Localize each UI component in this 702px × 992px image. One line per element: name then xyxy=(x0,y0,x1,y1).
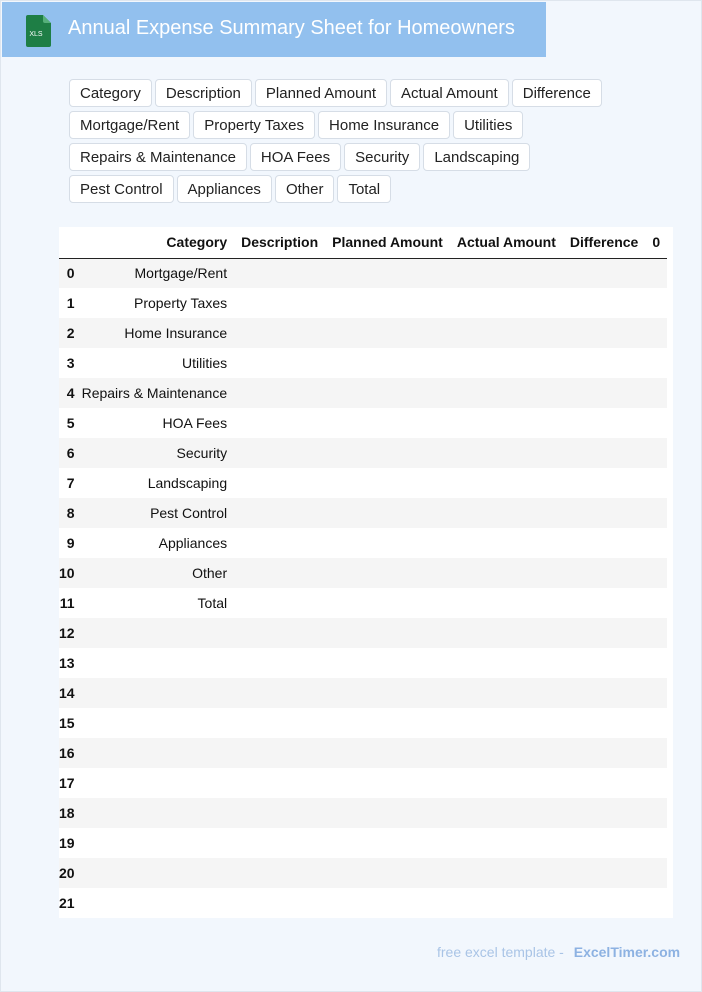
empty-cell xyxy=(325,618,450,648)
empty-cell xyxy=(645,678,667,708)
category-cell: Repairs & Maintenance xyxy=(75,378,235,408)
empty-cell xyxy=(645,468,667,498)
empty-cell xyxy=(325,678,450,708)
empty-cell xyxy=(645,648,667,678)
column-tag[interactable]: Planned Amount xyxy=(255,79,387,107)
category-cell: Other xyxy=(75,558,235,588)
table-row xyxy=(59,618,667,648)
empty-cell xyxy=(234,768,325,798)
column-tag[interactable]: Property Taxes xyxy=(193,111,315,139)
column-tag[interactable]: Home Insurance xyxy=(318,111,450,139)
empty-cell xyxy=(563,258,645,288)
data-table xyxy=(59,227,667,918)
empty-cell xyxy=(450,708,563,738)
column-tag[interactable]: Landscaping xyxy=(423,143,530,171)
table-row xyxy=(59,678,667,708)
row-index: 20 xyxy=(59,858,75,888)
column-tag[interactable]: Actual Amount xyxy=(390,79,509,107)
category-cell xyxy=(75,678,235,708)
empty-cell xyxy=(563,618,645,648)
empty-cell xyxy=(234,468,325,498)
empty-cell xyxy=(645,438,667,468)
table-body xyxy=(59,258,667,918)
category-cell xyxy=(75,738,235,768)
column-tag[interactable]: Appliances xyxy=(177,175,272,203)
empty-cell xyxy=(325,858,450,888)
category-cell xyxy=(75,798,235,828)
index-header-cell xyxy=(59,227,75,258)
table-row xyxy=(59,468,667,498)
empty-cell xyxy=(563,768,645,798)
empty-cell xyxy=(563,648,645,678)
category-cell: Appliances xyxy=(75,528,235,558)
empty-cell xyxy=(450,318,563,348)
empty-cell xyxy=(645,768,667,798)
empty-cell xyxy=(325,738,450,768)
column-header: Description xyxy=(234,227,325,258)
empty-cell xyxy=(325,498,450,528)
column-header: Actual Amount xyxy=(450,227,563,258)
empty-cell xyxy=(645,708,667,738)
row-index: 8 xyxy=(59,498,75,528)
column-header: 0 xyxy=(645,227,667,258)
table-row xyxy=(59,708,667,738)
empty-cell xyxy=(450,558,563,588)
row-index: 11 xyxy=(59,588,75,618)
row-index: 15 xyxy=(59,708,75,738)
empty-cell xyxy=(645,588,667,618)
column-header: Planned Amount xyxy=(325,227,450,258)
empty-cell xyxy=(234,258,325,288)
empty-cell xyxy=(450,588,563,618)
footer-brand-link[interactable]: ExcelTimer.com xyxy=(573,944,681,960)
row-index: 5 xyxy=(59,408,75,438)
empty-cell xyxy=(450,258,563,288)
table-header-row xyxy=(59,227,667,258)
row-index: 13 xyxy=(59,648,75,678)
table-row xyxy=(59,798,667,828)
table-row xyxy=(59,438,667,468)
empty-cell xyxy=(450,768,563,798)
table-row xyxy=(59,768,667,798)
empty-cell xyxy=(234,708,325,738)
table-row xyxy=(59,888,667,918)
row-index: 18 xyxy=(59,798,75,828)
empty-cell xyxy=(234,378,325,408)
empty-cell xyxy=(234,348,325,378)
empty-cell xyxy=(234,588,325,618)
table-row xyxy=(59,828,667,858)
empty-cell xyxy=(645,348,667,378)
empty-cell xyxy=(450,378,563,408)
empty-cell xyxy=(450,498,563,528)
column-tag[interactable]: Category xyxy=(69,79,152,107)
column-tag[interactable]: Security xyxy=(344,143,420,171)
table-row xyxy=(59,258,667,288)
empty-cell xyxy=(325,588,450,618)
empty-cell xyxy=(234,438,325,468)
empty-cell xyxy=(645,318,667,348)
empty-cell xyxy=(645,798,667,828)
category-cell: Mortgage/Rent xyxy=(75,258,235,288)
empty-cell xyxy=(234,678,325,708)
empty-cell xyxy=(325,378,450,408)
empty-cell xyxy=(234,288,325,318)
empty-cell xyxy=(325,798,450,828)
empty-cell xyxy=(563,558,645,588)
empty-cell xyxy=(234,318,325,348)
row-index: 6 xyxy=(59,438,75,468)
excel-file-icon xyxy=(23,15,53,47)
column-tag[interactable]: Repairs & Maintenance xyxy=(69,143,247,171)
table-row xyxy=(59,348,667,378)
column-tag[interactable]: Utilities xyxy=(453,111,523,139)
row-index: 14 xyxy=(59,678,75,708)
empty-cell xyxy=(563,888,645,918)
empty-cell xyxy=(563,798,645,828)
empty-cell xyxy=(450,618,563,648)
category-cell xyxy=(75,828,235,858)
empty-cell xyxy=(234,618,325,648)
category-cell xyxy=(75,708,235,738)
empty-cell xyxy=(450,408,563,438)
empty-cell xyxy=(563,498,645,528)
empty-cell xyxy=(563,378,645,408)
data-table-container xyxy=(59,227,673,918)
empty-cell xyxy=(325,468,450,498)
empty-cell xyxy=(450,858,563,888)
empty-cell xyxy=(234,828,325,858)
table-row xyxy=(59,378,667,408)
empty-cell xyxy=(645,888,667,918)
category-cell: Home Insurance xyxy=(75,318,235,348)
category-cell: Total xyxy=(75,588,235,618)
empty-cell xyxy=(325,318,450,348)
empty-cell xyxy=(563,828,645,858)
empty-cell xyxy=(234,648,325,678)
empty-cell xyxy=(325,558,450,588)
category-cell xyxy=(75,648,235,678)
empty-cell xyxy=(234,528,325,558)
empty-cell xyxy=(563,318,645,348)
empty-cell xyxy=(234,798,325,828)
column-tag[interactable]: Pest Control xyxy=(69,175,174,203)
empty-cell xyxy=(325,888,450,918)
empty-cell xyxy=(450,738,563,768)
empty-cell xyxy=(325,648,450,678)
empty-cell xyxy=(645,258,667,288)
empty-cell xyxy=(234,408,325,438)
column-tag[interactable]: HOA Fees xyxy=(250,143,341,171)
table-row xyxy=(59,498,667,528)
empty-cell xyxy=(563,408,645,438)
empty-cell xyxy=(234,888,325,918)
empty-cell xyxy=(450,888,563,918)
empty-cell xyxy=(325,708,450,738)
column-tag[interactable]: Other xyxy=(275,175,335,203)
empty-cell xyxy=(234,858,325,888)
row-index: 16 xyxy=(59,738,75,768)
row-index: 3 xyxy=(59,348,75,378)
empty-cell xyxy=(450,648,563,678)
empty-cell xyxy=(234,498,325,528)
empty-cell xyxy=(563,708,645,738)
empty-cell xyxy=(645,828,667,858)
category-cell: Security xyxy=(75,438,235,468)
column-tag-list xyxy=(69,79,629,203)
row-index: 10 xyxy=(59,558,75,588)
row-index: 4 xyxy=(59,378,75,408)
column-tag[interactable]: Description xyxy=(155,79,252,107)
empty-cell xyxy=(450,678,563,708)
empty-cell xyxy=(645,738,667,768)
empty-cell xyxy=(563,588,645,618)
row-index: 17 xyxy=(59,768,75,798)
empty-cell xyxy=(645,288,667,318)
empty-cell xyxy=(325,288,450,318)
empty-cell xyxy=(563,288,645,318)
empty-cell xyxy=(645,408,667,438)
empty-cell xyxy=(645,528,667,558)
column-tag[interactable]: Mortgage/Rent xyxy=(69,111,190,139)
table-row xyxy=(59,858,667,888)
empty-cell xyxy=(645,618,667,648)
table-row xyxy=(59,318,667,348)
empty-cell xyxy=(563,438,645,468)
empty-cell xyxy=(325,768,450,798)
table-row xyxy=(59,288,667,318)
empty-cell xyxy=(563,528,645,558)
category-cell: HOA Fees xyxy=(75,408,235,438)
empty-cell xyxy=(450,798,563,828)
row-index: 0 xyxy=(59,258,75,288)
empty-cell xyxy=(325,258,450,288)
empty-cell xyxy=(450,828,563,858)
row-index: 12 xyxy=(59,618,75,648)
category-cell: Utilities xyxy=(75,348,235,378)
empty-cell xyxy=(325,348,450,378)
table-row xyxy=(59,648,667,678)
empty-cell xyxy=(450,348,563,378)
footer-prefix: free excel template - xyxy=(437,944,564,960)
empty-cell xyxy=(563,348,645,378)
empty-cell xyxy=(645,378,667,408)
page-title: Annual Expense Summary Sheet for Homeowners xyxy=(68,17,515,39)
empty-cell xyxy=(450,288,563,318)
column-header: Category xyxy=(75,227,235,258)
empty-cell xyxy=(563,468,645,498)
empty-cell xyxy=(325,828,450,858)
table-row xyxy=(59,738,667,768)
empty-cell xyxy=(325,438,450,468)
empty-cell xyxy=(450,468,563,498)
category-cell: Property Taxes xyxy=(75,288,235,318)
row-index: 19 xyxy=(59,828,75,858)
column-header: Difference xyxy=(563,227,645,258)
column-tag[interactable]: Difference xyxy=(512,79,602,107)
empty-cell xyxy=(563,858,645,888)
header-banner xyxy=(2,2,546,57)
empty-cell xyxy=(645,498,667,528)
category-cell: Pest Control xyxy=(75,498,235,528)
empty-cell xyxy=(645,858,667,888)
row-index: 1 xyxy=(59,288,75,318)
category-cell xyxy=(75,888,235,918)
row-index: 9 xyxy=(59,528,75,558)
footer-credit xyxy=(437,944,680,960)
empty-cell xyxy=(563,678,645,708)
empty-cell xyxy=(234,558,325,588)
column-tag[interactable]: Total xyxy=(337,175,391,203)
empty-cell xyxy=(325,408,450,438)
category-cell: Landscaping xyxy=(75,468,235,498)
category-cell xyxy=(75,768,235,798)
row-index: 2 xyxy=(59,318,75,348)
category-cell xyxy=(75,858,235,888)
empty-cell xyxy=(325,528,450,558)
empty-cell xyxy=(645,558,667,588)
table-row xyxy=(59,528,667,558)
table-row xyxy=(59,408,667,438)
table-row xyxy=(59,588,667,618)
empty-cell xyxy=(234,738,325,768)
empty-cell xyxy=(450,438,563,468)
row-index: 21 xyxy=(59,888,75,918)
icon-label: XLS xyxy=(29,31,43,38)
category-cell xyxy=(75,618,235,648)
row-index: 7 xyxy=(59,468,75,498)
table-row xyxy=(59,558,667,588)
empty-cell xyxy=(450,528,563,558)
empty-cell xyxy=(563,738,645,768)
